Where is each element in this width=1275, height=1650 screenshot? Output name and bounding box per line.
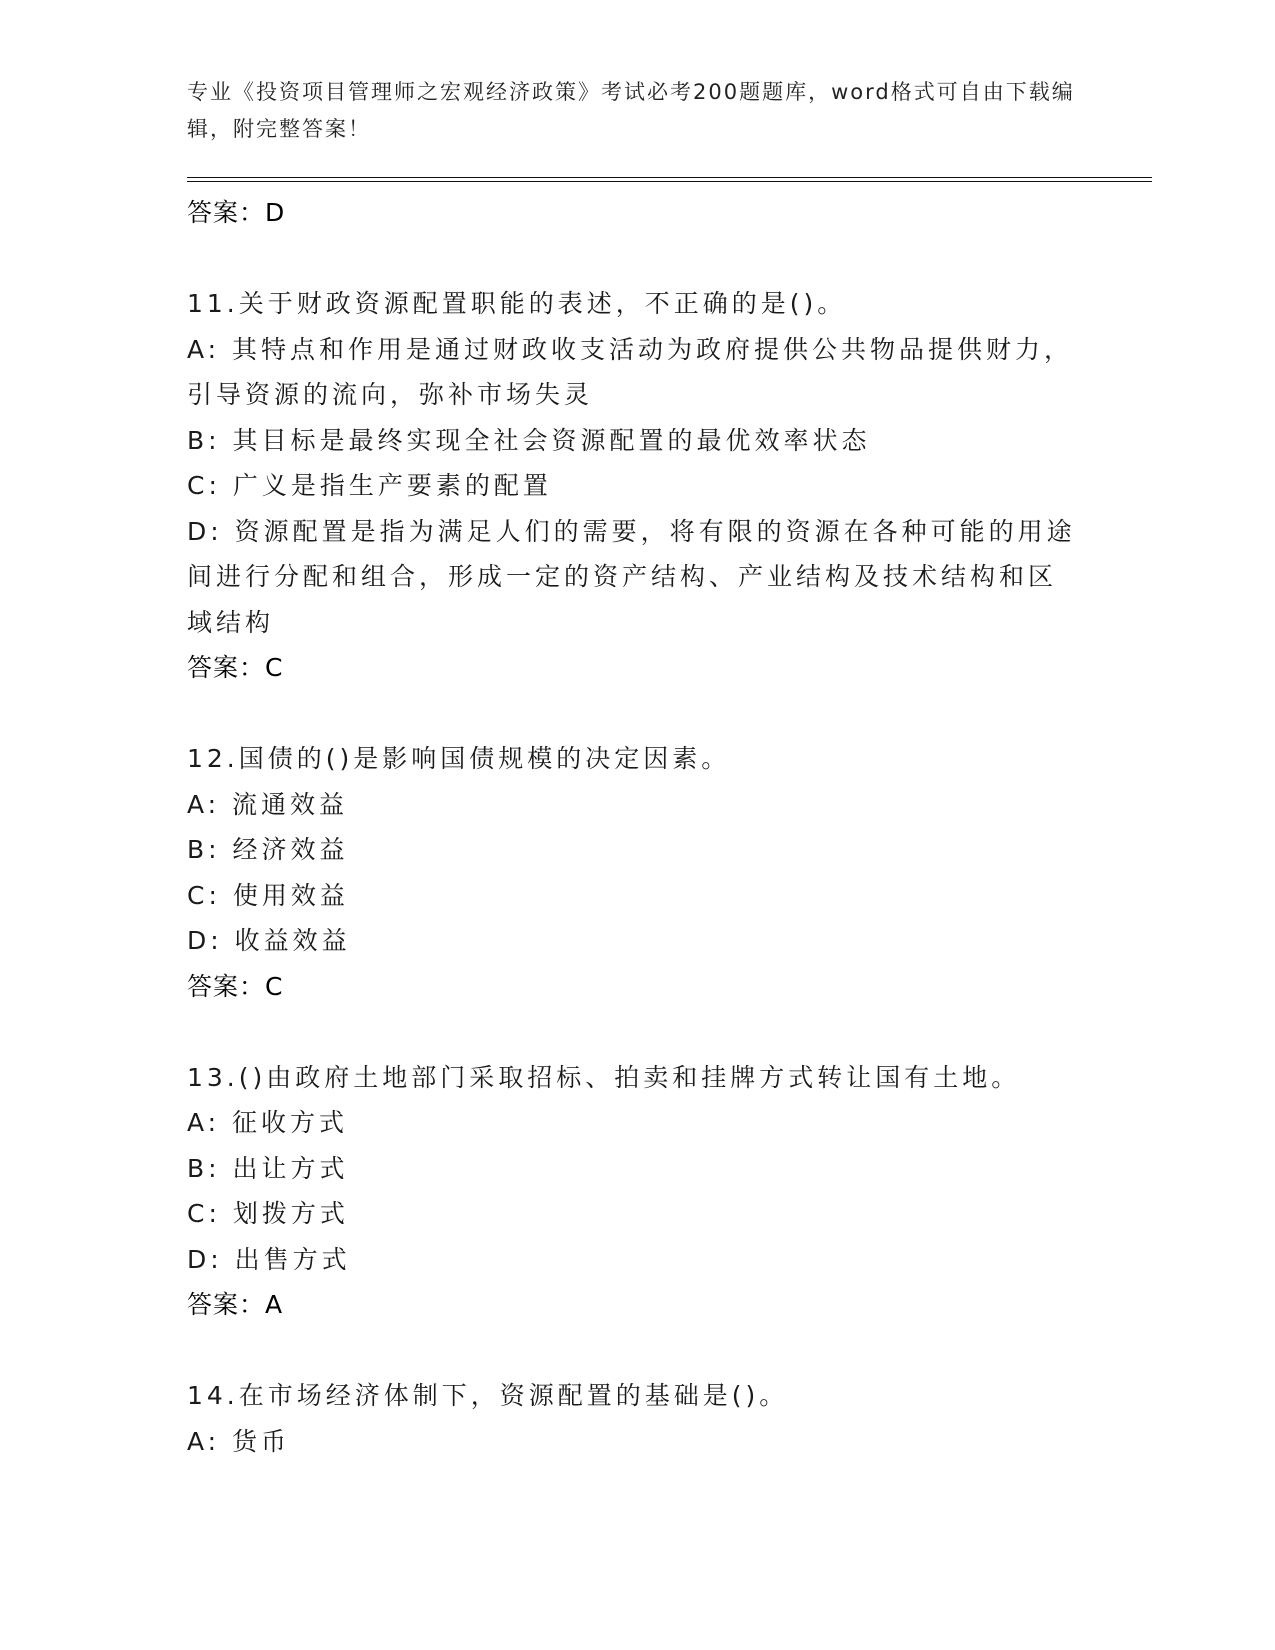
spacer [187, 1009, 1087, 1055]
question-stem: 14.在市场经济体制下，资源配置的基础是()。 [187, 1381, 789, 1410]
answer-line: 答案：C [187, 971, 284, 1001]
question-block [187, 736, 1087, 1009]
option-line: B: 其目标是最终实现全社会资源配置的最优效率状态 [187, 425, 871, 455]
question-stem: 12.国债的()是影响国债规模的决定因素。 [187, 744, 731, 773]
option-line: A: 征收方式 [187, 1108, 349, 1137]
option-line: 引导资源的流向，弥补市场失灵 [187, 380, 594, 409]
option-line: C: 划拨方式 [187, 1199, 349, 1228]
spacer [187, 236, 1087, 282]
question-block [187, 281, 1087, 691]
option-line: D: 出售方式 [187, 1244, 351, 1274]
question-block [187, 1055, 1087, 1328]
option-line: B: 经济效益 [187, 835, 349, 864]
answer-line: 答案：A [187, 1290, 284, 1319]
option-line: D: 资源配置是指为满足人们的需要，将有限的资源在各种可能的用途 [187, 516, 1076, 546]
answer-line: 答案：C [187, 653, 284, 682]
option-line: C: 使用效益 [187, 880, 349, 910]
option-line: C: 广义是指生产要素的配置 [187, 471, 552, 500]
option-line: 间进行分配和组合，形成一定的资产结构、产业结构及技术结构和区 [187, 562, 1058, 591]
option-line: B: 出让方式 [187, 1153, 349, 1183]
document-body [187, 190, 1087, 1464]
question-stem: 13.()由政府土地部门采取招标、拍卖和挂牌方式转让国有土地。 [187, 1062, 1021, 1092]
spacer [187, 691, 1087, 737]
spacer [187, 1328, 1087, 1374]
page-header [187, 74, 1087, 148]
option-line: A: 货币 [187, 1426, 291, 1456]
header-divider [187, 177, 1152, 182]
answer-line: 答案：D [187, 198, 286, 227]
option-line: D: 收益效益 [187, 926, 351, 955]
question-stem: 11.关于财政资源配置职能的表述，不正确的是()。 [187, 289, 847, 318]
question-block [187, 1373, 1087, 1464]
option-line: 域结构 [187, 607, 275, 637]
option-line: A: 其特点和作用是通过财政收支活动为政府提供公共物品提供财力， [187, 334, 1074, 364]
option-line: A: 流通效益 [187, 789, 349, 819]
header-text: 专业《投资项目管理师之宏观经济政策》考试必考200题题库，word格式可自由下载编辑，附完整答案！ [187, 80, 1075, 141]
